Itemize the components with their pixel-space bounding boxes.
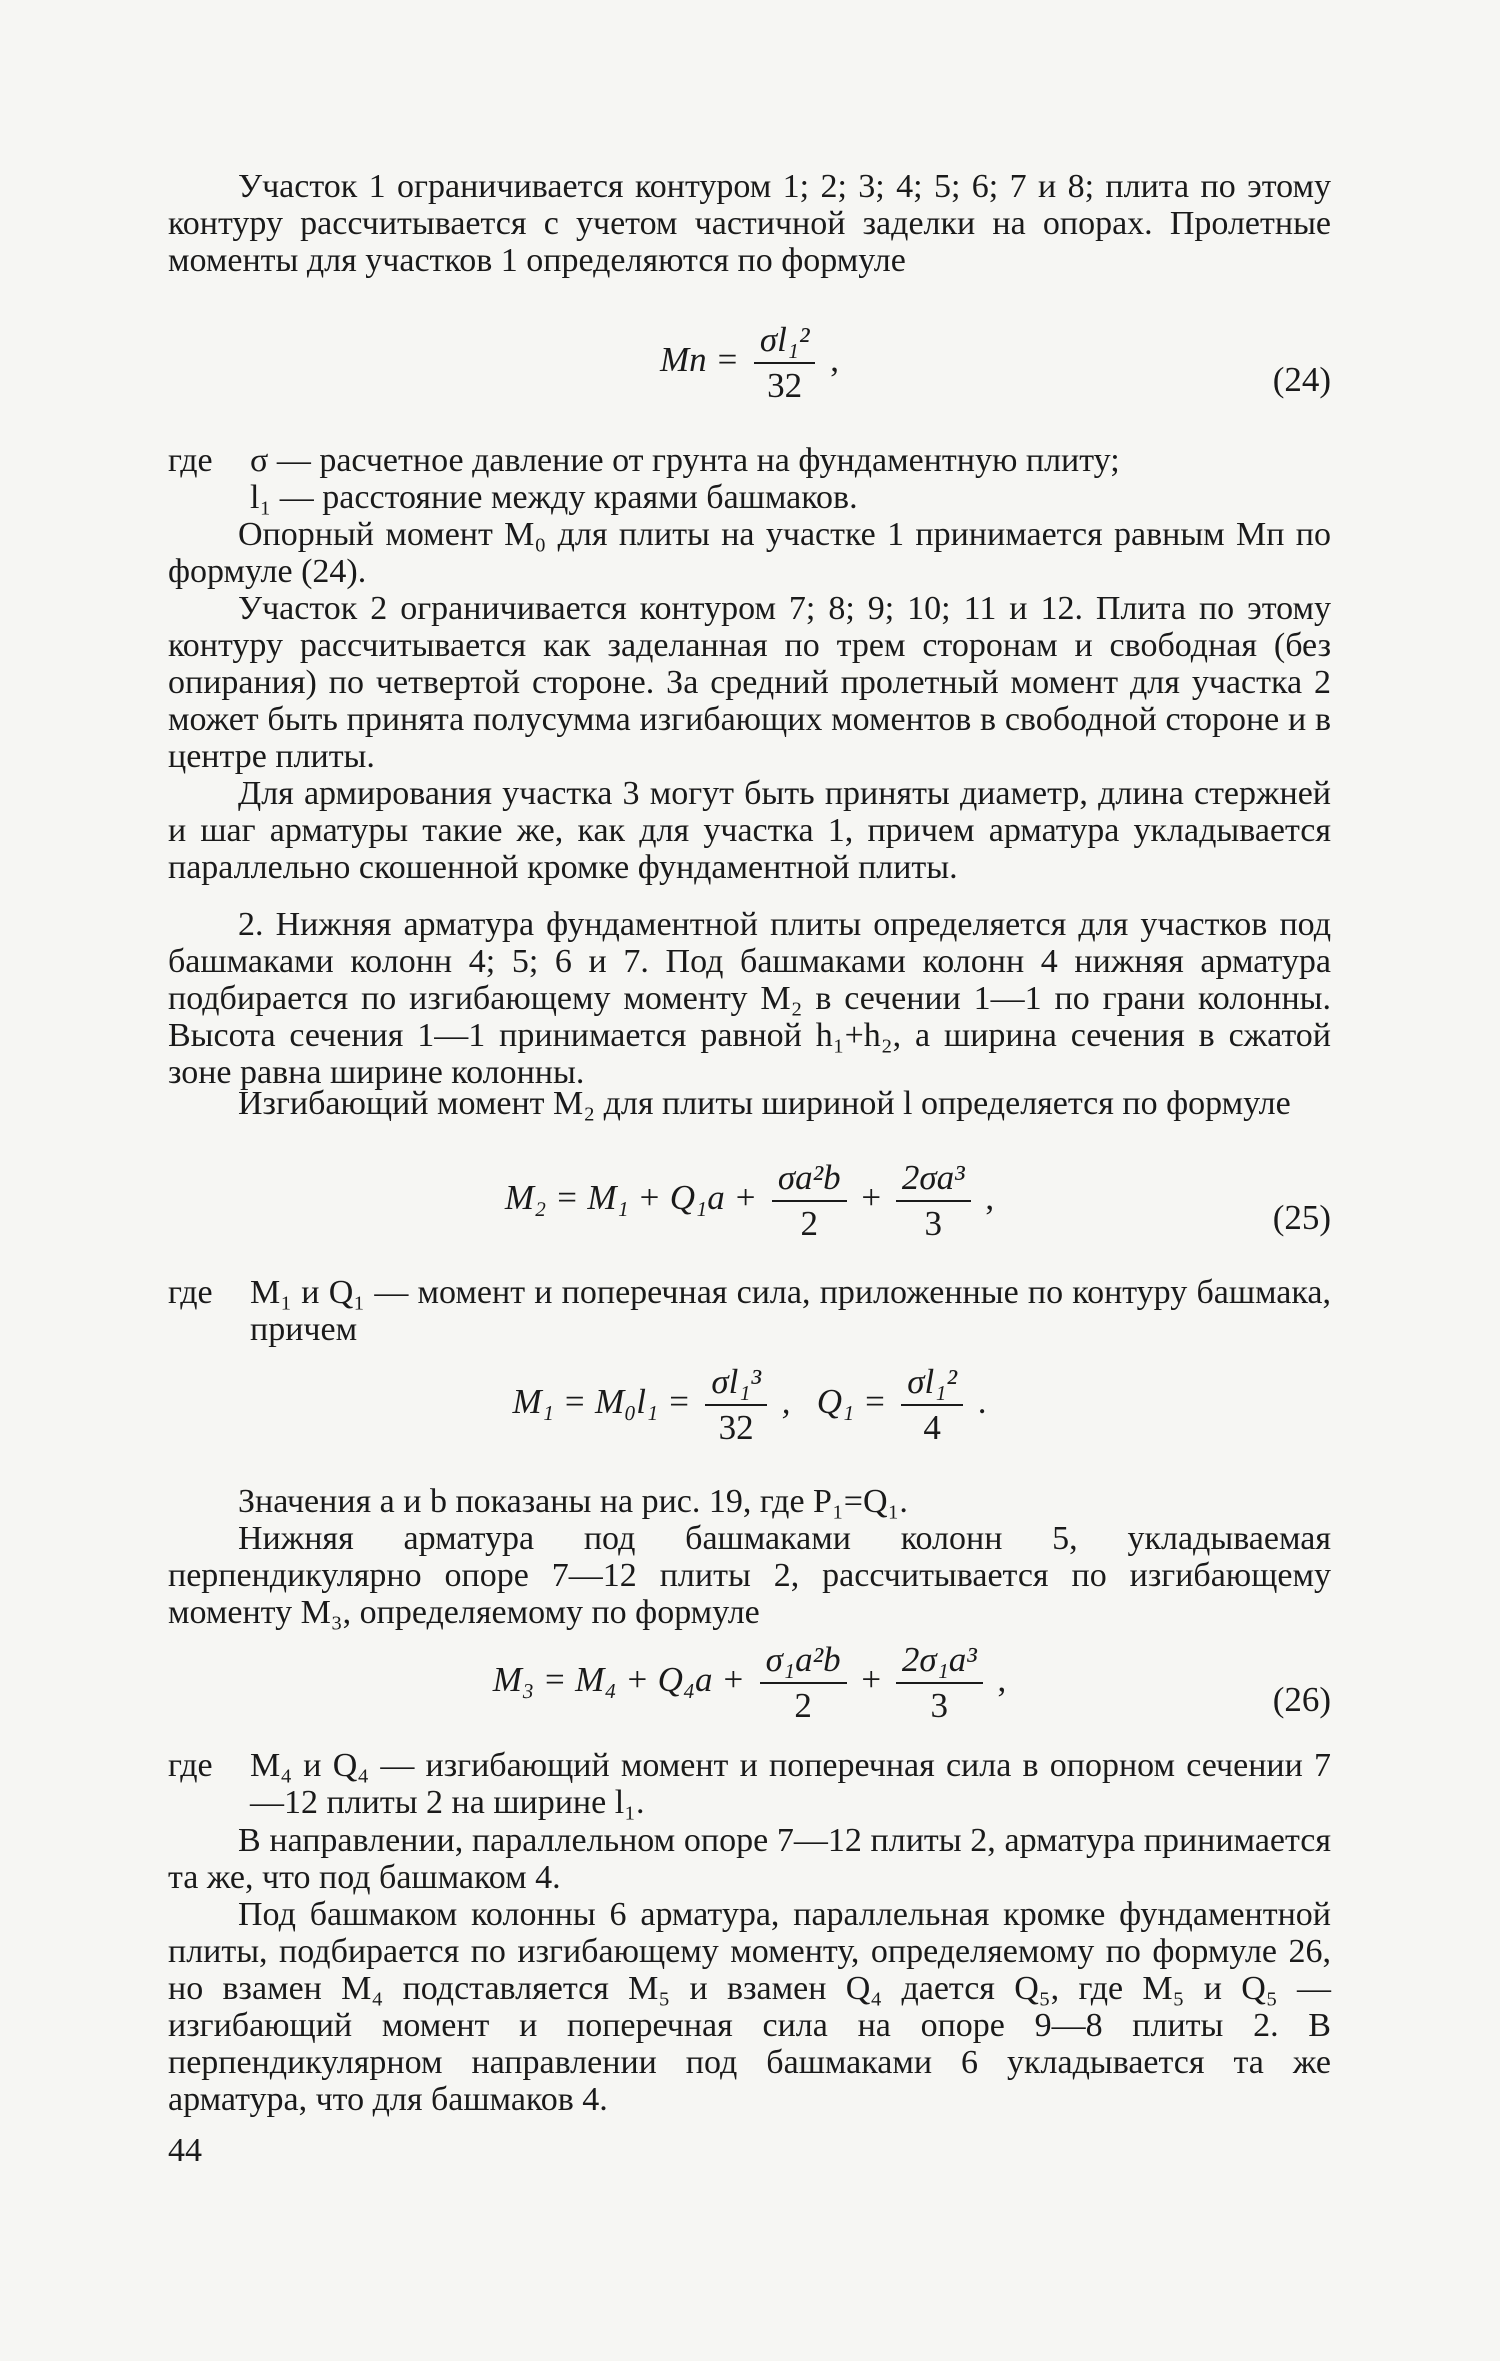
eq25-f2-numerator: 2σa³ <box>896 1158 971 1202</box>
eq26-lhs: M₃ = M₄ + Q₄a + <box>492 1660 745 1700</box>
eq25-tail: , <box>985 1178 995 1218</box>
eqm1-f1-numerator: σl₁³ <box>705 1362 767 1406</box>
eqm1-f2-denominator: 4 <box>923 1408 941 1447</box>
eq26-plus: + <box>861 1660 882 1700</box>
equation-26 <box>168 1640 1331 1750</box>
eq24-tail: , <box>830 340 839 380</box>
equation-25 <box>168 1158 1331 1268</box>
eqm1-f1-denominator: 32 <box>718 1408 754 1447</box>
eqm1-lhs: M₁ = M₀l₁ = <box>512 1382 691 1422</box>
paragraph-7: Значения a и b показаны на рис. 19, где P₁=Q₁. <box>238 1483 908 1520</box>
paragraph-6: Изгибающий момент M₂ для плиты шириной l определяется по формуле <box>238 1085 1291 1122</box>
eqm1-fraction-1 <box>705 1362 767 1448</box>
eq25-label: (25) <box>1272 1198 1331 1237</box>
eq24-fraction <box>754 320 816 406</box>
paragraph-5: 2. Нижняя арматура фундаментной плиты определяется для участков под башмаками колонн 4; 5; 6 и 7. Под башмаками колонн 4 нижняя арматура подбирается по изгибающему моменту M₂ в сечении 1—1 по грани колонны. Высота сечения 1—1 принимается равной h₁+h₂, а ширина сечения в сжатой зоне равна ширине колонны. <box>168 906 1331 1091</box>
equation-24 <box>168 320 1331 430</box>
eq25-f2-denominator: 3 <box>924 1204 942 1243</box>
where24-label: где <box>168 442 213 479</box>
eq25-fraction-1 <box>772 1158 847 1244</box>
eqm1-f2-numerator: σl₁² <box>901 1362 963 1406</box>
eq26-tail: , <box>997 1660 1007 1700</box>
eq25-plus: + <box>861 1178 882 1218</box>
eq24-denominator: 32 <box>767 366 803 405</box>
eq25-lhs: M₂ = M₁ + Q₁a + <box>504 1178 758 1218</box>
paragraph-3: Участок 2 ограничивается контуром 7; 8; 9; 10; 11 и 12. Плита по этому контуру рассчитывается как заделанная по трем сторонам и свободная (без опирания) по четвертой стороне. За средний пролетный момент для участка 2 может быть принята полусумма изгибающих моментов в свободной стороне и в центре плиты. <box>168 590 1331 775</box>
paragraph-10: Под башмаком колонны 6 арматура, параллельная кромке фундаментной плиты, подбирается по изгибающему моменту, определяемому по формуле 26, но взамен M₄ подставляется M₅ и взамен Q₄ дается Q₅, где M₅ и Q₅ — изгибающий момент и поперечная сила на опоре 9—8 плиты 2. В перпендикулярном направлении под башмаками 6 укладывается та же арматура, что для башмаков 4. <box>168 1896 1331 2118</box>
where26-label: где <box>168 1747 213 1784</box>
paragraph-2: Опорный момент M₀ для плиты на участке 1 принимается равным Mп по формуле (24). <box>168 516 1331 590</box>
paragraph-8: Нижняя арматура под башмаками колонн 5, укладываемая перпендикулярно опоре 7—12 плиты 2, рассчитывается по изгибающему моменту M₃, определяемому по формуле <box>168 1520 1331 1631</box>
eq24-label: (24) <box>1272 360 1331 399</box>
eqm1-mid: , Q₁ = <box>781 1382 887 1422</box>
eq26-f2-numerator: 2σ₁a³ <box>896 1640 983 1684</box>
eq26-fraction-1 <box>760 1640 847 1726</box>
where25-text: M₁ и Q₁ — момент и поперечная сила, приложенные по контуру башмака, причем <box>250 1274 1331 1348</box>
eq25-f1-numerator: σa²b <box>772 1158 847 1202</box>
eq24-lhs: Mп = <box>660 340 740 380</box>
equation-m1-q1 <box>168 1362 1331 1472</box>
eq26-f2-denominator: 3 <box>930 1686 949 1725</box>
where25-label: где <box>168 1274 213 1311</box>
page-number: 44 <box>168 2132 202 2169</box>
where24-line1: σ — расчетное давление от грунта на фундаментную плиту; <box>250 442 1120 479</box>
eq26-f1-denominator: 2 <box>794 1686 812 1725</box>
eq26-f1-numerator: σ₁a²b <box>760 1640 847 1684</box>
where26-text: M₄ и Q₄ — изгибающий момент и поперечная сила в опорном сечении 7—12 плиты 2 на ширине l₁. <box>250 1747 1331 1821</box>
paragraph-9: В направлении, параллельном опоре 7—12 плиты 2, арматура принимается та же, что под башмаком 4. <box>168 1822 1331 1896</box>
eq25-f1-denominator: 2 <box>800 1204 818 1243</box>
paragraph-4: Для армирования участка 3 могут быть приняты диаметр, длина стержней и шаг арматуры такие же, как для участка 1, причем арматура укладывается параллельно скошенной кромке фундаментной плиты. <box>168 775 1331 886</box>
eqm1-fraction-2 <box>901 1362 963 1448</box>
paragraph-1: Участок 1 ограничивается контуром 1; 2; 3; 4; 5; 6; 7 и 8; плита по этому контуру рассчитывается с учетом частичной заделки на опорах. Пролетные моменты для участков 1 определяются по формуле <box>168 168 1331 279</box>
eq26-label: (26) <box>1272 1680 1331 1719</box>
where24-line2: l₁ — расстояние между краями башмаков. <box>250 479 858 516</box>
eq24-numerator: σl₁² <box>754 320 816 364</box>
eq26-fraction-2 <box>896 1640 983 1726</box>
eq25-fraction-2 <box>896 1158 971 1244</box>
eqm1-tail: . <box>977 1382 987 1422</box>
